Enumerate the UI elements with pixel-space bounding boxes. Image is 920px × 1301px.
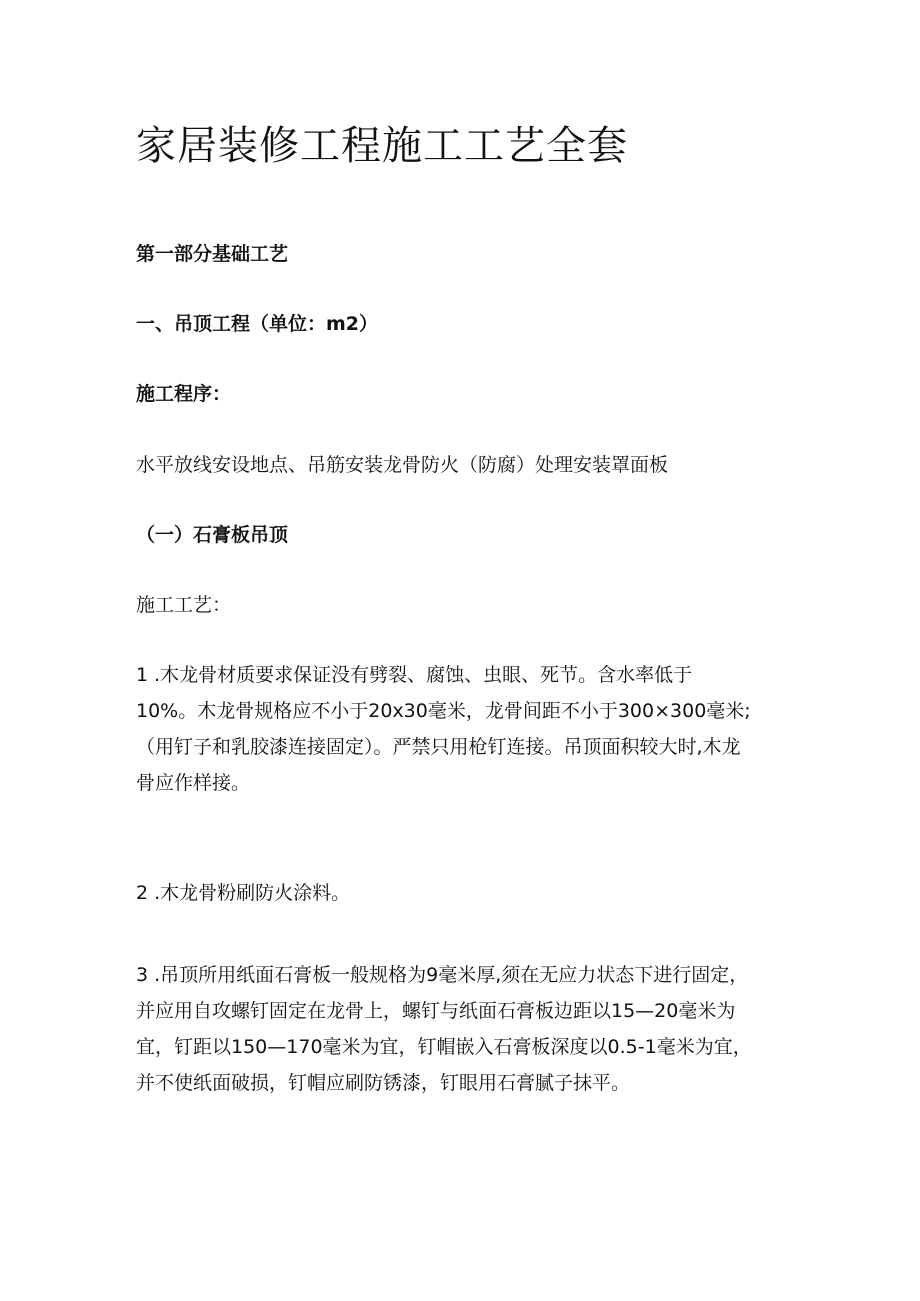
item-3-line: 并应用自攻螺钉固定在龙骨上，螺钉与纸面石膏板边距以15—20毫米为 [136,1000,736,1022]
item-3-line: 宜，钉距以150—170毫米为宜，钉帽嵌入石膏板深度以0.5-1毫米为宜， [136,1036,752,1058]
item-1-line: 1 .木龙骨材质要求保证没有劈裂、腐蚀、虫眼、死节。含水率低于 [136,664,693,686]
procedure-label: 施工程序： [136,383,232,405]
item-3-paragraph [136,961,806,1105]
procedure-text: 水平放线安设地点、吊筋安装龙骨防火（防腐）处理安装罩面板 [136,454,669,476]
item-3-line: 3 .吊顶所用纸面石膏板一般规格为9毫米厚,须在无应力状态下进行固定， [136,964,749,986]
subsection-heading: （一）石膏板吊顶 [136,524,289,546]
part-heading: 第一部分基础工艺 [136,243,289,265]
item-2-paragraph [136,879,806,915]
item-1-line: 骨应作样接。 [136,772,251,794]
item-3-line: 并不使纸面破损，钉帽应刷防锈漆，钉眼用石膏腻子抹平。 [136,1072,631,1094]
item-1-line: （用钉子和乳胶漆连接固定）。严禁只用枪钉连接。吊顶面积较大时,木龙 [136,736,741,758]
item-1-line: 10%。木龙骨规格应不小于20x30毫米，龙骨间距不小于300×300毫米; [136,700,751,722]
item-2-line: 2 .木龙骨粉刷防火涂料。 [136,882,351,904]
section-heading: 一、吊顶工程（单位：m2） [136,313,379,335]
item-1-paragraph [136,661,806,805]
document-title: 家居装修工程施工工艺全套 [136,123,628,169]
craft-label: 施工工艺： [136,594,232,616]
